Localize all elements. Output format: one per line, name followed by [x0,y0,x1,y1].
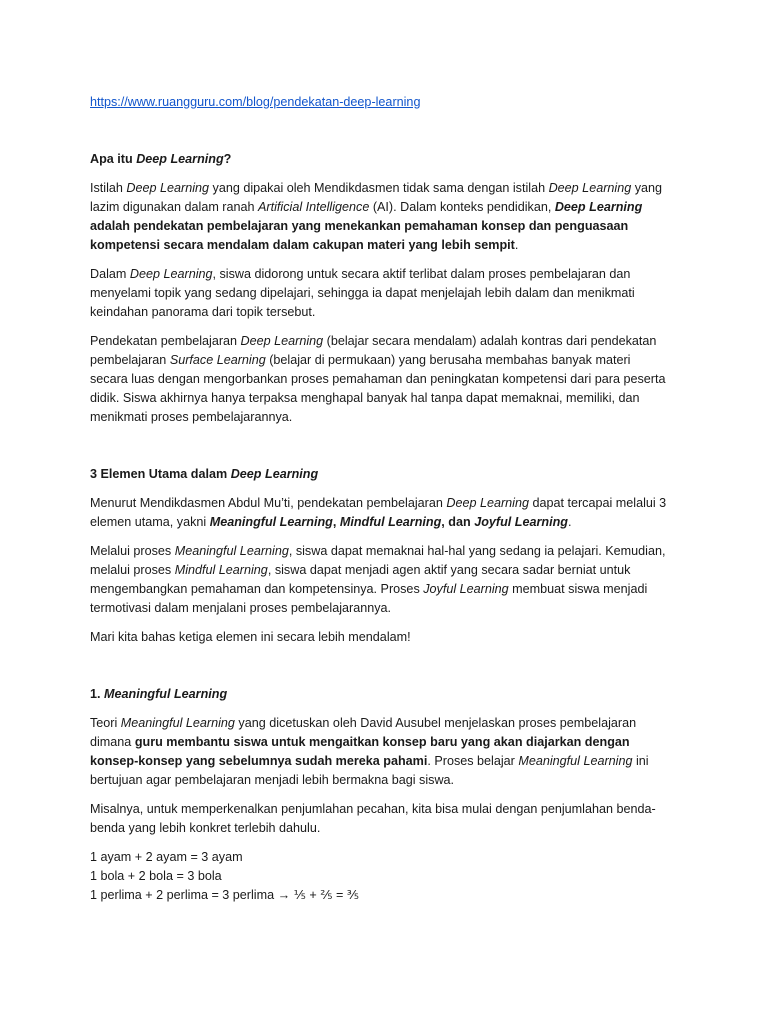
em-text: Deep Learning [446,496,529,510]
formula-line: 1 perlima + 2 perlima = 3 perlima → ⅕ + ⅖ = ⅗ [90,888,360,902]
text: ini bertujuan agar pembelajaran menjadi lebih bermakna bagi siswa. [90,754,649,787]
heading-em: Deep Learning [230,467,319,481]
document-page [90,93,670,905]
em-text: Deep Learning [548,181,632,195]
heading-text: 1. [90,687,105,701]
text: . [567,515,572,529]
text: , siswa didorong untuk secara aktif terlibat dalam proses pembelajaran dan menyelami topik yang sedang dipelajari, sehingga ia dapat menjelajah lebih dalam dan menikmati keindahan panorama dari topik tersebut. [90,267,635,319]
bold-em-text: Mindful Learning [339,515,442,529]
paragraph-melalui-proses [90,542,670,618]
paragraph-misalnya: Misalnya, untuk memperkenalkan penjumlahan pecahan, kita bisa mulai dengan penjumlahan benda-benda yang lebih konkret terlebih dahulu. [90,802,656,835]
paragraph-istilah [90,179,670,255]
text: dapat tercapai melalui 3 elemen utama, yakni [90,496,667,529]
bold-em-text: Meaningful Learning [209,515,333,529]
paragraph-teori [90,714,670,790]
text: , siswa dapat memaknai hal-hal yang sedang ia pelajari. Kemudian, melalui proses [90,544,666,577]
text: . Proses belajar [427,754,519,768]
heading-em: Meaningful Learning [104,687,228,701]
text: yang lazim digunakan dalam ranah [90,181,663,214]
paragraph-mari-kita: Mari kita bahas ketiga elemen ini secara lebih mendalam! [90,630,411,644]
bold-text: , [332,515,340,529]
text: Istilah [90,181,127,195]
text: (belajar secara mendalam) adalah kontras dari pendekatan pembelajaran [90,334,657,367]
em-text: Surface Learning [169,353,266,367]
bold-text: guru membantu siswa untuk mengaitkan konsep baru yang akan diajarkan dengan konsep-konsep yang sebelumnya sudah mereka pahami [90,735,630,768]
text: yang dipakai oleh Mendikdasmen tidak sama dengan istilah [209,181,549,195]
bold-em-text: Joyful Learning [474,515,568,529]
section-heading-apa-itu [90,150,670,169]
text: Menurut Mendikdasmen Abdul Mu’ti, pendekatan pembelajaran [90,496,447,510]
text: Pendekatan pembelajaran [90,334,241,348]
bold-text: adalah pendekatan pembelajaran yang menekankan pemahaman konsep dan penguasaan kompetensi secara mendalam dalam cakupan materi yang lebih sempit [90,219,629,252]
paragraph-pendekatan [90,332,670,427]
text: Teori [90,716,121,730]
em-text: Meaningful Learning [518,754,633,768]
em-text: Mindful Learning [174,563,268,577]
em-text: Joyful Learning [423,582,509,596]
em-text: Deep Learning [126,181,210,195]
paragraph-menurut [90,494,670,532]
paragraph-dalam-deep-learning [90,265,670,322]
text: membuat siswa menjadi termotivasi dalam menjalani proses pembelajarannya. [90,582,648,615]
bold-text: , dan [441,515,475,529]
heading-text: ? [223,152,232,166]
heading-text: 3 Elemen Utama dalam [90,467,231,481]
text: yang dicetuskan oleh David Ausubel menjelaskan proses pembelajaran dimana [90,716,637,749]
heading-text: Apa itu [90,152,137,166]
text: Dalam [90,267,130,281]
text: (belajar di permukaan) yang berusaha membahas banyak materi secara luas dengan mengorbankan proses pemahaman dan peningkatan kompetensi dari para peserta didik. Siswa akhirnya hanya terpaksa menghapal banyak hal tanpa dapat memaknai, memiliki, dan menikmati proses pembelajarannya. [90,353,666,424]
em-text: Deep Learning [240,334,324,348]
text: (AI). Dalam konteks pendidikan, [369,200,555,214]
bold-em-text: Deep Learning [554,200,643,214]
source-link[interactable]: https://www.ruangguru.com/blog/pendekatan-deep-learning [90,95,421,109]
heading-em: Deep Learning [136,152,224,166]
em-text: Artificial Intelligence [258,200,370,214]
formula-line: 1 bola + 2 bola = 3 bola [90,869,222,883]
section-heading-3-elemen [90,465,670,484]
text: . [514,238,519,252]
formula-line: 1 ayam + 2 ayam = 3 ayam [90,850,243,864]
em-text: Meaningful Learning [120,716,235,730]
text: , siswa dapat menjadi agen aktif yang secara sadar berniat untuk mengembangkan pemahaman dan kompetensinya. Proses [90,563,631,596]
em-text: Meaningful Learning [174,544,289,558]
section-heading-meaningful-learning [90,685,670,704]
em-text: Deep Learning [129,267,213,281]
text: Melalui proses [90,544,175,558]
